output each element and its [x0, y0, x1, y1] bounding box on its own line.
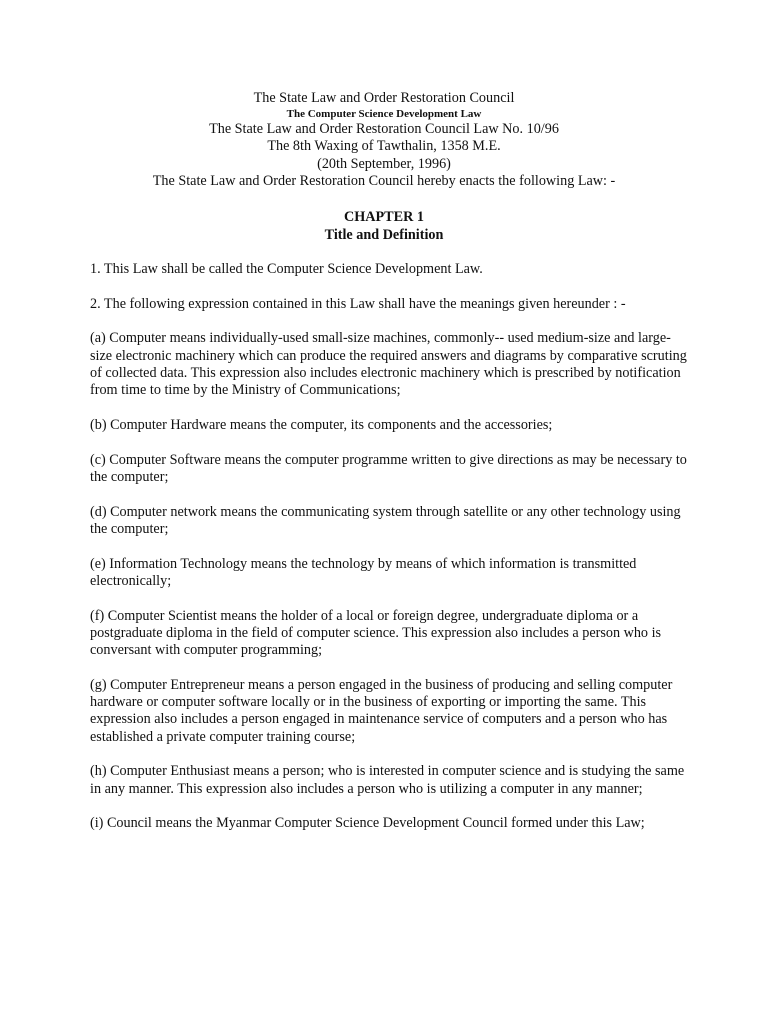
definition-g-computer-entrepreneur: (g) Computer Entrepreneur means a person engaged in the business of producing and selling computer hardware or computer software locally or in the business of exporting or importing the same. This expression also includes a person engaged in maintenance service of computers and a person who has established a private computer training course; — [90, 676, 673, 745]
definition-d-network: (d) Computer network means the communicating system through satellite or any other technology using the computer; — [90, 503, 681, 537]
header-enactment-statement: The State Law and Order Restoration Council hereby enacts the following Law: - — [152, 173, 616, 189]
definition-e-information-technology: (e) Information Technology means the technology by means of which information is transmitted electronically; — [90, 555, 637, 589]
header-myanmar-date: The 8th Waxing of Tawthalin, 1358 M.E. — [267, 138, 501, 154]
header-council-name: The State Law and Order Restoration Council — [253, 90, 515, 106]
chapter-heading — [0, 209, 768, 244]
definition-a-computer: (a) Computer means individually-used small-size machines, commonly-- used medium-size and large-size electronic machinery which can produce the required answers and diagrams by comparative scruting of collected data. This expression also includes electronic machinery which is prescribed by notification from time to time by the Ministry of Communications; — [90, 330, 687, 399]
chapter-title: Title and Definition — [324, 226, 444, 243]
document-body — [90, 261, 690, 850]
section-2-intro: 2. The following expression contained in this Law shall have the meanings given hereunder : - — [90, 295, 626, 312]
definition-f-computer-scientist: (f) Computer Scientist means the holder of a local or foreign degree, undergraduate diploma or a postgraduate diploma in the field of computer science. This expression also includes a person who is conversant with computer programming; — [90, 607, 662, 659]
header-law-title: The Computer Science Development Law — [286, 107, 482, 120]
chapter-number: CHAPTER 1 — [343, 209, 424, 225]
header-law-number: The State Law and Order Restoration Council Law No. 10/96 — [209, 120, 559, 137]
document-header — [0, 90, 768, 191]
header-gregorian-date: (20th September, 1996) — [317, 155, 451, 172]
definition-b-hardware: (b) Computer Hardware means the computer, its components and the accessories; — [90, 416, 553, 433]
definition-i-council: (i) Council means the Myanmar Computer Science Development Council formed under this Law; — [90, 815, 645, 832]
section-1-title: 1. This Law shall be called the Computer Science Development Law. — [90, 261, 483, 277]
definition-h-computer-enthusiast: (h) Computer Enthusiast means a person; who is interested in computer science and is studying the same in any manner. This expression also includes a person who is utilizing a computer in any manner; — [90, 763, 685, 797]
definition-c-software: (c) Computer Software means the computer programme written to give directions as may be necessary to the computer; — [90, 451, 687, 485]
